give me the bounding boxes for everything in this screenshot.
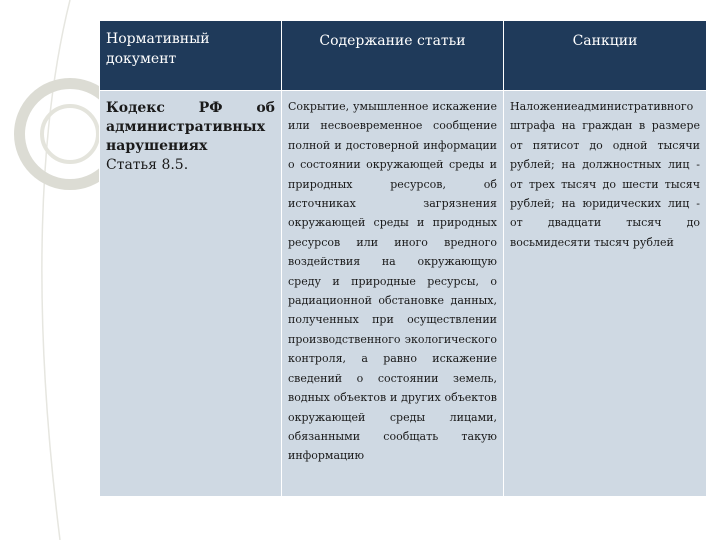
content-cell: Сокрытие, умышленное искажение или несвоевременное сообщение полной и достоверной информации о состоянии окружающей среды и природных ресурсов, об источниках загрязнения окружающей среды и природных ресурсов или иного вредного воздействия на окружающую среду и природные ресурсы, о радиационной обстановке данных, полученных при осуществлении производственного экологического контроля, а равно искажение сведений о состоянии земель, водных объектов и других объектов окружающей среды лицами, обязанными сообщать такую информацию: [282, 91, 504, 497]
document-code-line2: административных нарушениях: [106, 119, 266, 154]
document-cell: [100, 91, 282, 497]
header-normative-document: Нормативный документ: [100, 21, 282, 91]
header-sanctions: Санкции: [504, 21, 707, 91]
decorative-ring-inner: [40, 104, 100, 164]
document-article: Статья 8.5.: [106, 157, 189, 173]
regulation-table: [99, 20, 707, 497]
document-code-line1: Кодекс РФ об: [106, 100, 275, 116]
table-header-row: [100, 21, 707, 91]
header-article-content: Содержание статьи: [282, 21, 504, 91]
sanctions-cell: Наложениеадминистративного штрафа на граждан в размере от пятисот до одной тысячи рублей; на должностных лиц - от трех тысяч до шести тысяч рублей; на юридических лиц - от двадцати тысяч до восьмидесяти тысяч рублей: [504, 91, 707, 497]
table-row: [100, 91, 707, 497]
